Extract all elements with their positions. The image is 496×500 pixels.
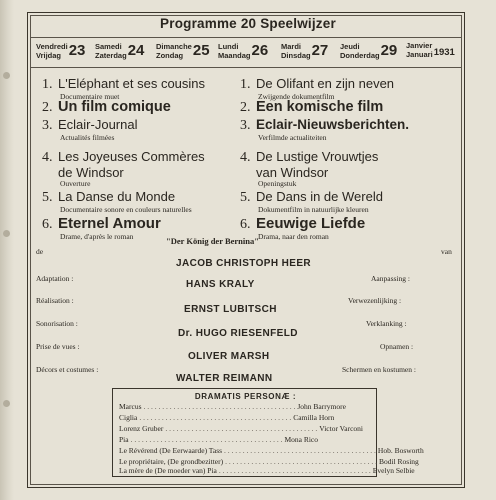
day-name-fr: Samedi (95, 42, 122, 51)
item-number: 4. (42, 150, 53, 165)
day-name-nl: Zaterdag (95, 51, 127, 60)
credit-direction: ERNST LUBITSCH (184, 304, 277, 315)
day-name-nl: Donderdag (340, 51, 380, 60)
programme-item (240, 117, 460, 149)
credit-camera: OLIVER MARSH (188, 351, 270, 362)
leader-dots: . . . . . . . . . . . . . . . . . . . . . . . . . . . . . . . . . . . . . . . . . (139, 413, 292, 422)
item-subtitle: Ouverture (60, 179, 91, 188)
leader-dots: . . . . . . . . . . . . . . . . . . . . . . . . . . . . . . . . . . . . . . . . . (224, 446, 376, 455)
programme-item (240, 149, 460, 189)
cast-actor: Camilla Horn (293, 413, 335, 422)
day-sunday (156, 41, 210, 61)
cast-box (112, 388, 424, 477)
day-number: 27 (311, 42, 329, 59)
programme-dutch (240, 76, 460, 241)
item-subtitle: Verfilmde actualiteiten (258, 133, 327, 142)
month-year (406, 41, 455, 59)
item-title-continued: de Windsor (58, 165, 124, 180)
month-name-nl: Januari (406, 50, 433, 59)
cast-role: Lorenz Gruber (119, 424, 164, 433)
credit-label-fr: de (36, 247, 44, 256)
credit-label-nl: van (441, 247, 452, 256)
day-name-fr: Lundi (218, 42, 239, 51)
cast-title: DRAMATIS PERSONÆ : (194, 392, 297, 401)
item-subtitle: Drame, d'après le roman (60, 232, 134, 241)
leader-dots: . . . . . . . . . . . . . . . . . . . . . . . . . . . . . . . . . . . . . . . . . (165, 424, 318, 433)
cast-row (119, 402, 372, 413)
item-subtitle: Drama, naar den roman (258, 232, 329, 241)
day-thursday (340, 41, 397, 61)
day-number: 25 (192, 42, 210, 59)
cast-actor: Evelyn Selbie (372, 466, 415, 475)
day-number: 29 (380, 42, 398, 59)
cast-row (119, 446, 424, 457)
month-name-fr: Janvier (406, 41, 433, 50)
credit-label-nl: Verklanking : (366, 319, 407, 328)
item-title: Eclair-Nieuwsberichten. (256, 117, 410, 132)
binding-strip (0, 0, 14, 500)
day-friday (36, 41, 85, 61)
date-row (36, 41, 462, 65)
programme-item (42, 99, 242, 117)
binding-hole (3, 230, 10, 237)
credit-label-nl: Aanpassing : (371, 274, 410, 283)
credit-label-nl: Verwezenlijking : (348, 296, 402, 305)
item-title: De Lustige Vrouwtjes (256, 149, 379, 164)
item-title: Een komische film (256, 99, 384, 115)
item-title-continued: van Windsor (256, 165, 329, 180)
item-number: 3. (240, 118, 251, 133)
cast-actor: Hob. Bosworth (377, 446, 424, 455)
day-name-nl: Dinsdag (281, 51, 311, 60)
credit-label-fr: Réalisation : (36, 296, 74, 305)
item-subtitle: Documentaire sonore en couleurs naturelles (60, 205, 192, 214)
cast-role: Le propriétaire, (De grondbezitter) (119, 457, 224, 466)
day-name-fr: Dimanche (156, 42, 192, 51)
item-number: 1. (42, 77, 53, 92)
leader-dots: . . . . . . . . . . . . . . . . . . . . . . . . . . . . . . . . . . . . . . . . . (130, 435, 283, 444)
cast-role: Ciglia (119, 413, 138, 422)
credit-label-fr: Sonorisation : (36, 319, 78, 328)
day-name-nl: Zondag (156, 51, 184, 60)
cast-actor: John Barrymore (297, 402, 346, 411)
credit-adaptation: HANS KRALY (186, 279, 255, 290)
item-number: 2. (240, 100, 251, 115)
programme-item (240, 99, 460, 117)
credit-label-nl: Opnamen : (380, 342, 414, 351)
leader-dots: . . . . . . . . . . . . . . . . . . . . . . . . . . . . . . . . . . . . . . . . . (143, 402, 296, 411)
binding-hole (3, 72, 10, 79)
cast-actor: Victor Varconi (319, 424, 364, 433)
item-subtitle: Dokumentfilm in natuurlijke kleuren (258, 205, 369, 214)
item-title: L'Eléphant et ses cousins (58, 76, 206, 91)
programme-french (42, 76, 242, 241)
novel-title: "Der König der Bernina" (166, 236, 259, 246)
date-rule (30, 67, 462, 68)
leader-dots: . . . . . . . . . . . . . . . . . . . . . . . . . . . . . . . . . . . . . . . . . (218, 466, 371, 475)
credit-label-fr: Prise de vues : (36, 342, 80, 351)
day-number: 24 (127, 42, 145, 59)
cast-role: Marcus (119, 402, 142, 411)
day-saturday (95, 41, 144, 61)
day-number: 26 (251, 42, 269, 59)
item-number: 2. (42, 100, 53, 115)
item-number: 5. (240, 190, 251, 205)
item-number: 5. (42, 190, 53, 205)
item-title: La Danse du Monde (58, 189, 176, 204)
item-subtitle: Openingstuk (258, 179, 297, 188)
programme-item (42, 117, 242, 149)
day-tuesday (281, 41, 328, 61)
credit-sound: Dr. HUGO RIESENFELD (178, 328, 298, 339)
item-subtitle: Actualités filmées (60, 133, 115, 142)
programme-item (240, 215, 460, 241)
day-monday (218, 41, 268, 61)
item-number: 6. (42, 217, 53, 232)
day-name-nl: Vrijdag (36, 51, 62, 60)
item-title: Les Joyeuses Commères (58, 149, 205, 164)
credit-label-fr: Adaptation : (36, 274, 74, 283)
credit-decor: WALTER REIMANN (176, 373, 273, 384)
year: 1931 (433, 46, 455, 58)
cast-role: Le Révérend (De Eerwaarde) Tass (119, 446, 223, 455)
cast-actor: Bodil Rosing (379, 457, 419, 466)
day-number: 23 (68, 42, 86, 59)
day-name-fr: Jeudi (340, 42, 360, 51)
day-name-fr: Mardi (281, 42, 302, 51)
cast-row (119, 424, 372, 435)
item-number: 1. (240, 77, 251, 92)
programme-item (240, 189, 460, 215)
cast-role: La mère de (De moeder van) Pia (119, 466, 217, 475)
item-title: Un film comique (58, 99, 171, 115)
item-number: 6. (240, 217, 251, 232)
programme-item (42, 149, 242, 189)
cast-row (119, 466, 415, 477)
day-name-nl: Maandag (218, 51, 251, 60)
credit-label-nl: Schermen en kostumen : (342, 365, 416, 374)
credit-author: JACOB CHRISTOPH HEER (176, 258, 312, 269)
cast-role: Pia (119, 435, 129, 444)
item-title: Eternel Amour (58, 215, 161, 232)
item-title: Eclair-Journal (58, 117, 138, 132)
programme-item (42, 189, 242, 215)
page-title: Programme 20 Speelwijzer (160, 16, 336, 31)
binding-hole (3, 400, 10, 407)
leader-dots: . . . . . . . . . . . . . . . . . . . . . . . . . . . . . . . . . . . . . . . . . (225, 457, 377, 466)
header-rule (30, 37, 462, 38)
cast-row (119, 435, 372, 446)
item-title: De Olifant en zijn neven (256, 76, 395, 91)
item-title: De Dans in de Wereld (256, 189, 383, 204)
item-subtitle: Zwijgende dokumentfilm (258, 92, 335, 101)
cast-actor: Mona Rico (284, 435, 319, 444)
item-title: Eeuwige Liefde (256, 215, 366, 232)
item-number: 3. (42, 118, 53, 133)
item-number: 4. (240, 150, 251, 165)
item-subtitle: Documentaire muet (60, 92, 120, 101)
cast-row (119, 413, 372, 424)
day-name-fr: Vendredi (36, 42, 68, 51)
credit-label-fr: Décors et costumes : (36, 365, 99, 374)
